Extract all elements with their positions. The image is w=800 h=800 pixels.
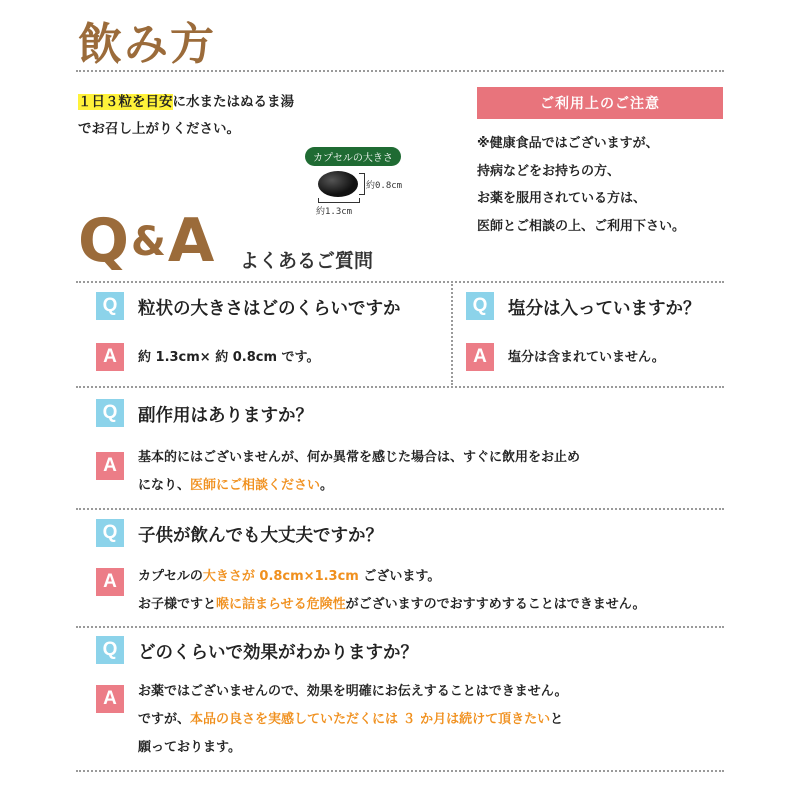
answer-emphasis: 本品の良さを実感していただくには ３ か月は続けて頂きたい (190, 712, 551, 727)
a-badge: A (466, 343, 494, 371)
qa-heading-q: Q (78, 206, 128, 276)
answer-line (138, 472, 580, 500)
height-bracket (359, 173, 365, 195)
q-badge: Q (96, 519, 124, 547)
question-text: 子供が飲んでも大丈夫ですか？ (138, 526, 383, 546)
howto-line2: でお召し上がりください。 (78, 121, 240, 137)
q-badge: Q (96, 292, 124, 320)
width-bracket (318, 198, 360, 203)
q-badge: Q (96, 399, 124, 427)
capsule-height: 約0.8cm (366, 181, 403, 191)
answer-text (138, 444, 580, 500)
answer-text (138, 678, 568, 762)
question-text: 塩分は入っていますか？ (508, 299, 701, 319)
divider (76, 281, 724, 283)
divider (76, 70, 724, 72)
answer-segment: カプセルの (138, 569, 203, 584)
answer-line (138, 563, 646, 591)
answer-emphasis: 喉に詰まらせる危険性 (216, 597, 346, 612)
divider (76, 386, 724, 388)
answer-line (138, 591, 646, 619)
caution-text (477, 130, 685, 240)
capsule-size-label: カプセルの大きさ (305, 147, 401, 166)
question-text: どのくらいで効果がわかりますか？ (138, 643, 418, 663)
qa-heading-a: A (167, 206, 213, 276)
answer-line: 願っております。 (138, 740, 241, 755)
caution-line: 医師とご相談の上、ご利用下さい。 (477, 218, 686, 234)
howto-text (78, 89, 294, 143)
answer-line: お薬ではございませんので、効果を明確にお伝えすることはできません。 (138, 684, 568, 699)
caution-heading: ご利用上のご注意 (477, 87, 723, 119)
howto-title: 飲み方 (78, 19, 216, 70)
vertical-divider (451, 281, 453, 385)
capsule-image (318, 171, 358, 197)
answer-text: 塩分は含まれていません。 (508, 350, 665, 365)
answer-segment: と (550, 712, 564, 727)
capsule-width: 約1.3cm (316, 207, 353, 217)
caution-line: お薬を服用されている方は、 (477, 191, 647, 206)
divider (76, 508, 724, 510)
qa-heading-amp: & (131, 219, 164, 265)
answer-segment: ですが、 (138, 712, 191, 727)
question-text: 粒状の大きさはどのくらいですか (138, 299, 401, 319)
answer-segment: お子様ですと (138, 597, 217, 612)
a-badge: A (96, 452, 124, 480)
answer-line (138, 706, 568, 734)
qa-subtitle: よくあるご質問 (240, 250, 374, 272)
a-badge: A (96, 568, 124, 596)
answer-text: 約 1.3cm× 約 0.8cm です。 (138, 350, 320, 365)
divider (76, 626, 724, 628)
answer-segment: がございますのでおすすめすることはできません。 (345, 597, 646, 612)
answer-emphasis: 医師にご相談ください (190, 478, 321, 493)
answer-segment: ございます。 (358, 569, 441, 584)
answer-segment: になり、 (138, 478, 191, 493)
answer-text (138, 563, 646, 619)
answer-emphasis: 大きさが 0.8cm×1.3cm (202, 569, 359, 584)
divider (76, 770, 724, 772)
a-badge: A (96, 685, 124, 713)
answer-segment: 。 (320, 478, 334, 493)
answer-line: 基本的にはございませんが、何か異常を感じた場合は、すぐに飲用をお止め (138, 450, 581, 465)
question-text: 副作用はありますか？ (138, 406, 313, 426)
howto-highlight: １日３粒を目安 (78, 94, 173, 110)
howto-line1: に水またはぬるま湯 (172, 94, 294, 110)
caution-line: ※健康食品ではございますが、 (477, 136, 659, 151)
a-badge: A (96, 343, 124, 371)
q-badge: Q (96, 636, 124, 664)
qa-heading (78, 206, 212, 276)
caution-line: 持病などをお持ちの方、 (477, 163, 621, 179)
q-badge: Q (466, 292, 494, 320)
